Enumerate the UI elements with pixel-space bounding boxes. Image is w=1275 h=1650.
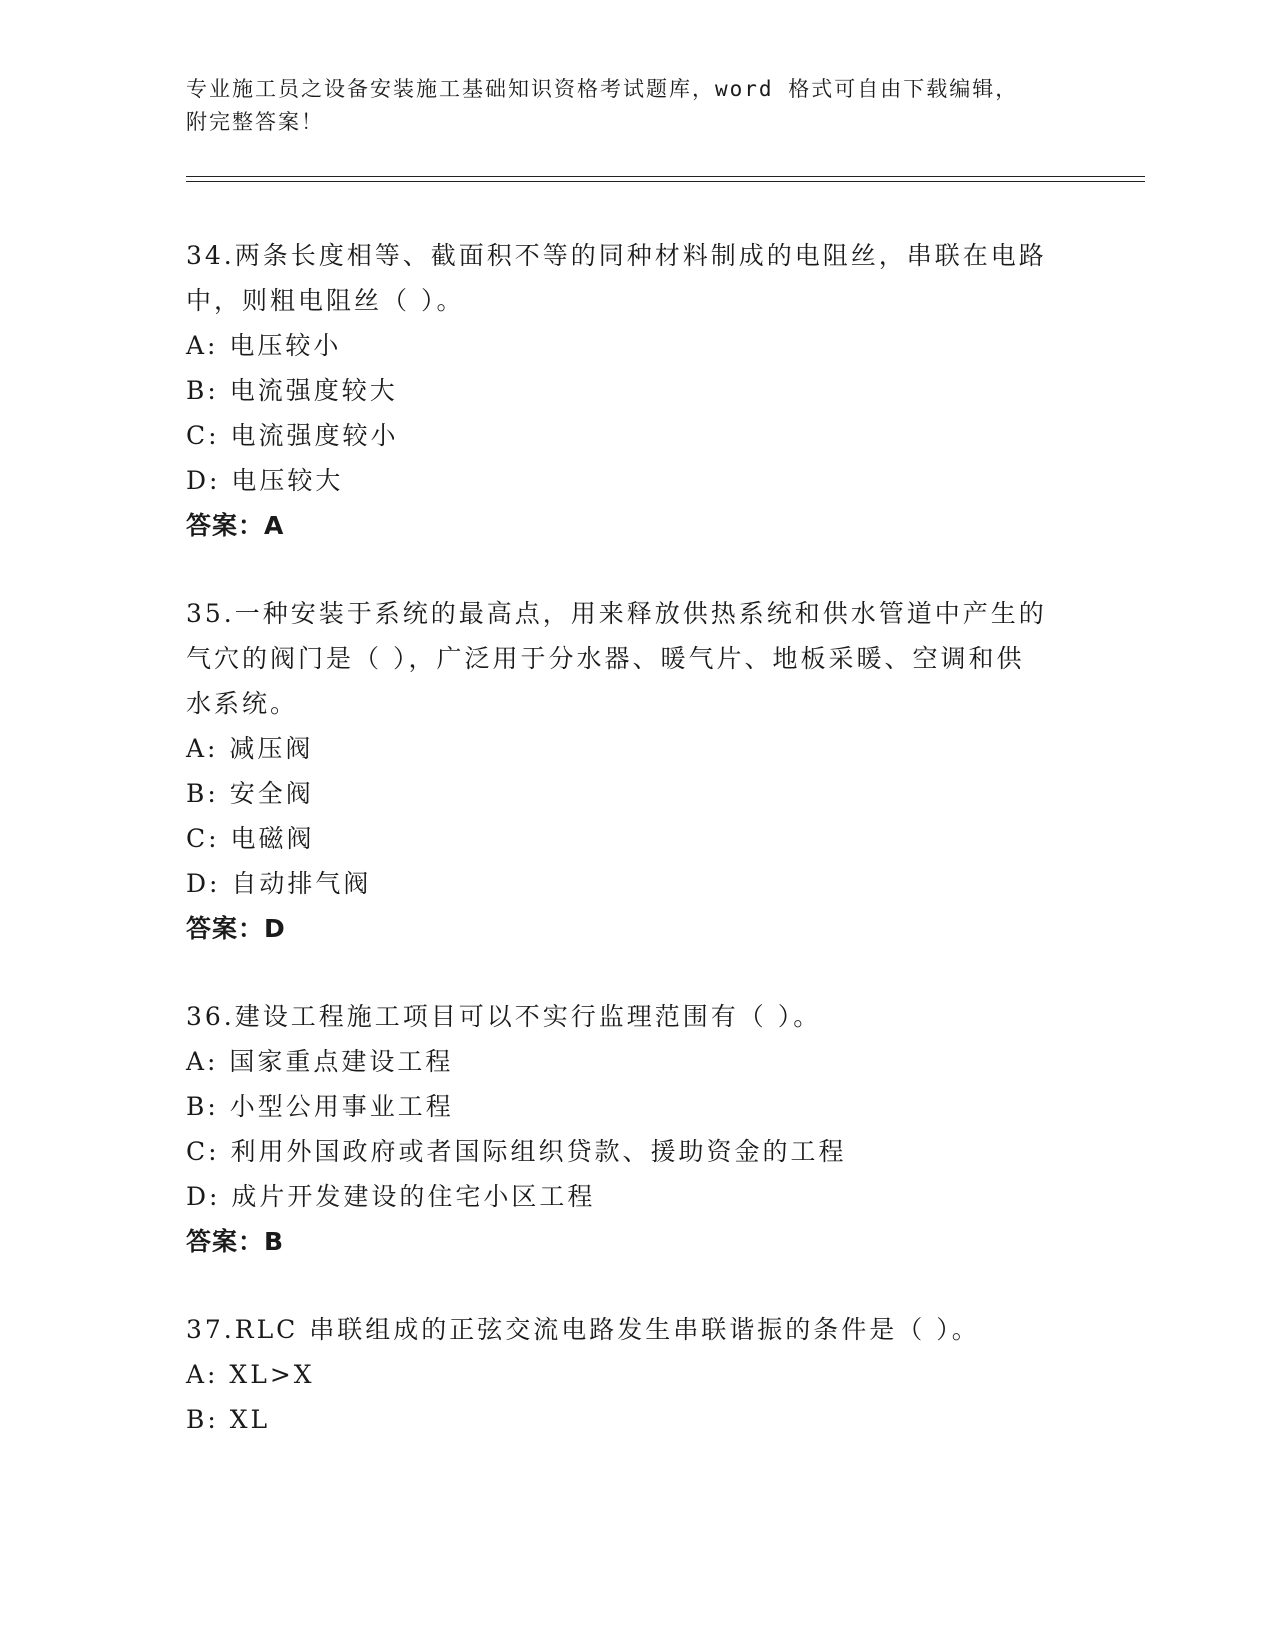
option-b: B: 小型公用事业工程 (186, 1092, 454, 1121)
header-divider-bottom (186, 181, 1145, 182)
question-36 (186, 994, 1066, 1264)
option-c: C: 电磁阀 (186, 824, 315, 853)
option-d: D: 电压较大 (186, 466, 344, 495)
option-c: C: 电流强度较小 (186, 421, 399, 450)
stem-line: 中，则粗电阻丝（ ）。 (186, 286, 465, 315)
answer: 答案：A (186, 511, 285, 540)
option-a: A: XL>X (186, 1360, 315, 1389)
question-list (186, 233, 1066, 1485)
stem-line: 35.一种安装于系统的最高点，用来释放供热系统和供水管道中产生的 (186, 599, 1047, 628)
option-a: A: 国家重点建设工程 (186, 1047, 454, 1076)
stem-line: 气穴的阀门是（ ），广泛用于分水器、暖气片、地板采暖、空调和供 (186, 644, 1025, 673)
header-line-2: 附完整答案！ (186, 110, 324, 134)
answer: 答案：D (186, 914, 286, 943)
question-35 (186, 591, 1066, 951)
stem-line: 34.两条长度相等、截面积不等的同种材料制成的电阻丝，串联在电路 (186, 241, 1047, 270)
question-stem (186, 591, 1066, 726)
option-c: C: 利用外国政府或者国际组织贷款、援助资金的工程 (186, 1137, 847, 1166)
option-b: B: 电流强度较大 (186, 376, 398, 405)
option-b: B: 安全阀 (186, 779, 314, 808)
option-d: D: 成片开发建设的住宅小区工程 (186, 1182, 596, 1211)
header-divider-top (186, 176, 1145, 177)
document-header (186, 73, 1066, 139)
question-37 (186, 1307, 1066, 1442)
option-d: D: 自动排气阀 (186, 869, 372, 898)
answer: 答案：B (186, 1227, 285, 1256)
header-line-1: 专业施工员之设备安装施工基础知识资格考试题库，word 格式可自由下载编辑， (186, 77, 1019, 101)
question-34 (186, 233, 1066, 548)
question-stem (186, 233, 1066, 323)
option-b: B: XL (186, 1405, 271, 1434)
option-a: A: 电压较小 (186, 331, 342, 360)
question-stem (186, 994, 1066, 1039)
stem-line: 37.RLC 串联组成的正弦交流电路发生串联谐振的条件是（ ）。 (186, 1315, 980, 1344)
stem-line: 水系统。 (186, 689, 299, 718)
stem-line: 36.建设工程施工项目可以不实行监理范围有（ ）。 (186, 1002, 822, 1031)
option-a: A: 减压阀 (186, 734, 314, 763)
question-stem (186, 1307, 1066, 1352)
